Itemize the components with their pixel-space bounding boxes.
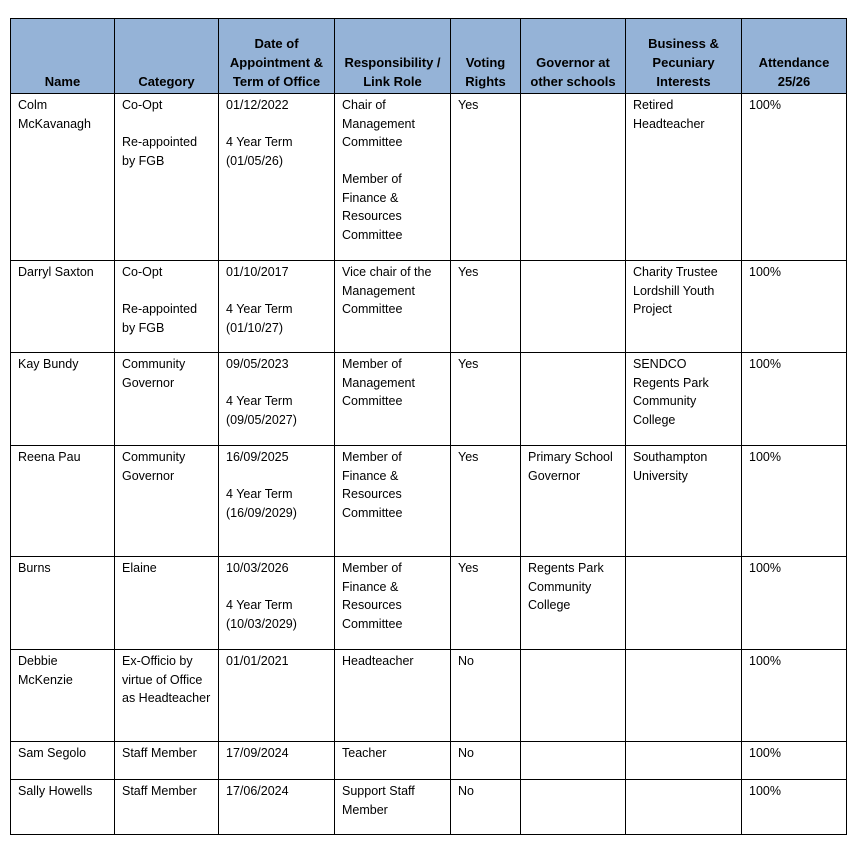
cell-attendance: 100% (742, 742, 847, 780)
cell-attendance: 100% (742, 94, 847, 261)
cell-category: Co-Opt Re-appointed by FGB (115, 94, 219, 261)
cell-other-schools: Regents Park Community College (521, 557, 626, 650)
cell-category: Co-Opt Re-appointed by FGB (115, 261, 219, 353)
cell-attendance: 100% (742, 446, 847, 557)
cell-voting: Yes (451, 261, 521, 353)
cell-interests: Charity Trustee Lordshill Youth Project (626, 261, 742, 353)
cell-name: Burns (11, 557, 115, 650)
table-row (11, 650, 847, 742)
cell-term: 10/03/2026 4 Year Term (10/03/2029) (219, 557, 335, 650)
cell-category: Staff Member (115, 780, 219, 835)
cell-other-schools (521, 94, 626, 261)
cell-name: Kay Bundy (11, 353, 115, 446)
cell-other-schools: Primary School Governor (521, 446, 626, 557)
cell-other-schools (521, 650, 626, 742)
cell-voting: No (451, 742, 521, 780)
cell-voting: No (451, 650, 521, 742)
cell-term: 01/12/2022 4 Year Term (01/05/26) (219, 94, 335, 261)
cell-voting: Yes (451, 353, 521, 446)
table-row (11, 557, 847, 650)
cell-role: Headteacher (335, 650, 451, 742)
table-row (11, 742, 847, 780)
header-role: Responsibility / Link Role (335, 19, 451, 94)
cell-other-schools (521, 742, 626, 780)
cell-name: Colm McKavanagh (11, 94, 115, 261)
header-category: Category (115, 19, 219, 94)
cell-role: Member of Finance & Resources Committee (335, 446, 451, 557)
table-row (11, 94, 847, 261)
header-interests: Business & Pecuniary Interests (626, 19, 742, 94)
cell-other-schools (521, 780, 626, 835)
cell-attendance: 100% (742, 353, 847, 446)
cell-term: 17/09/2024 (219, 742, 335, 780)
cell-voting: Yes (451, 446, 521, 557)
header-attendance: Attendance 25/26 (742, 19, 847, 94)
cell-voting: Yes (451, 94, 521, 261)
cell-interests (626, 557, 742, 650)
cell-role: Teacher (335, 742, 451, 780)
table-row (11, 353, 847, 446)
header-term: Date of Appointment & Term of Office (219, 19, 335, 94)
header-other-schools: Governor at other schools (521, 19, 626, 94)
cell-name: Darryl Saxton (11, 261, 115, 353)
table-row (11, 446, 847, 557)
cell-interests (626, 780, 742, 835)
cell-attendance: 100% (742, 650, 847, 742)
header-voting: Voting Rights (451, 19, 521, 94)
cell-role: Member of Finance & Resources Committee (335, 557, 451, 650)
cell-term: 01/10/2017 4 Year Term (01/10/27) (219, 261, 335, 353)
cell-category: Community Governor (115, 353, 219, 446)
cell-name: Reena Pau (11, 446, 115, 557)
cell-term: 09/05/2023 4 Year Term (09/05/2027) (219, 353, 335, 446)
cell-other-schools (521, 353, 626, 446)
header-name: Name (11, 19, 115, 94)
cell-role: Member of Management Committee (335, 353, 451, 446)
cell-attendance: 100% (742, 557, 847, 650)
cell-attendance: 100% (742, 261, 847, 353)
cell-name: Sally Howells (11, 780, 115, 835)
cell-category: Community Governor (115, 446, 219, 557)
cell-voting: Yes (451, 557, 521, 650)
cell-category: Ex-Officio by virtue of Office as Headteacher (115, 650, 219, 742)
header-row (11, 19, 847, 94)
cell-interests (626, 742, 742, 780)
cell-interests: Retired Headteacher (626, 94, 742, 261)
cell-name: Sam Segolo (11, 742, 115, 780)
cell-interests (626, 650, 742, 742)
cell-term: 16/09/2025 4 Year Term (16/09/2029) (219, 446, 335, 557)
cell-role: Vice chair of the Management Committee (335, 261, 451, 353)
cell-role: Support Staff Member (335, 780, 451, 835)
cell-term: 01/01/2021 (219, 650, 335, 742)
cell-term: 17/06/2024 (219, 780, 335, 835)
table-row (11, 261, 847, 353)
cell-voting: No (451, 780, 521, 835)
cell-category: Elaine (115, 557, 219, 650)
cell-attendance: 100% (742, 780, 847, 835)
governors-table (10, 18, 847, 835)
table-row (11, 780, 847, 835)
cell-interests: Southampton University (626, 446, 742, 557)
cell-interests: SENDCO Regents Park Community College (626, 353, 742, 446)
cell-other-schools (521, 261, 626, 353)
cell-role: Chair of Management Committee Member of Finance & Resources Committee (335, 94, 451, 261)
cell-category: Staff Member (115, 742, 219, 780)
cell-name: Debbie McKenzie (11, 650, 115, 742)
